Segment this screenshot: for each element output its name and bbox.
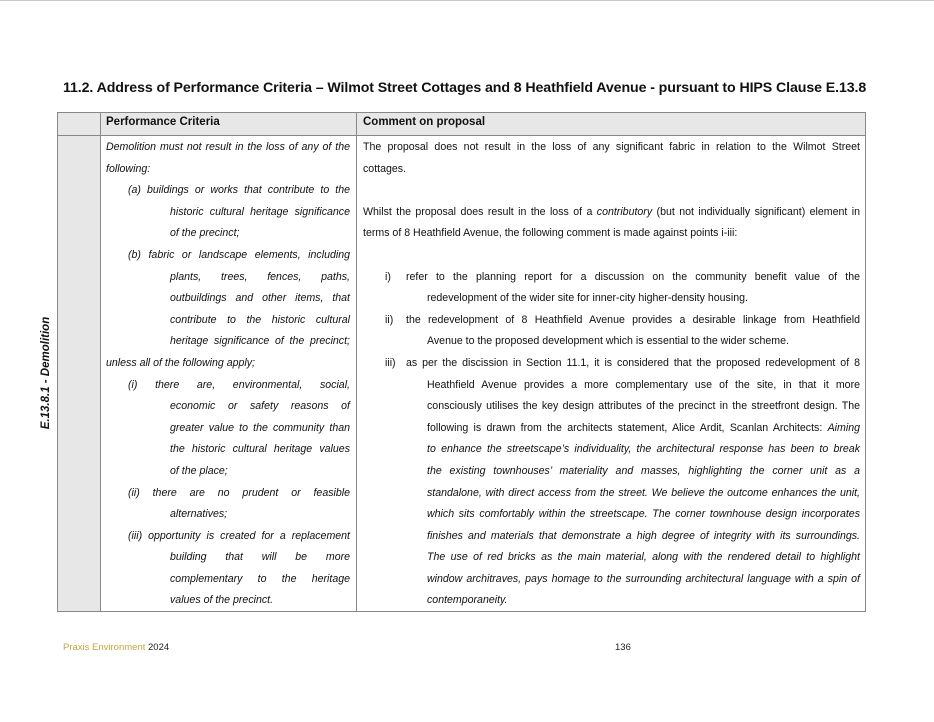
footer-credit	[63, 642, 169, 653]
list-item-i	[363, 267, 860, 289]
comment-line: Heathfield Avenue provides a more complementary use of the site, in that it more	[427, 378, 860, 391]
comment-header: Comment on proposal	[363, 116, 486, 128]
column-divider	[356, 113, 357, 611]
comment-line: Avenue to the proposed development which is essential to the wider scheme.	[427, 335, 789, 348]
criteria-table	[40, 112, 866, 612]
criteria-line: plants, trees, fences, paths,	[170, 270, 350, 283]
comment-line	[427, 418, 860, 440]
criteria-line: (b) fabric or landscape elements, including	[128, 248, 350, 261]
criteria-line: of the place;	[170, 464, 228, 477]
column-divider	[100, 113, 101, 611]
comment-line: as per the discission in Section 11.1, it is considered that the proposed redevelopment of 8	[406, 356, 860, 369]
comment-line: cottages.	[363, 162, 406, 175]
criteria-line: heritage significance of the precinct;	[170, 335, 350, 348]
comment-text	[363, 137, 860, 612]
comment-text-run: Whilst the proposal does result in the loss of a	[363, 205, 597, 218]
list-marker: i)	[385, 270, 391, 283]
performance-criteria-header: Performance Criteria	[106, 116, 220, 128]
quote-line: which sits comfortably within the streetscape. The corner townhouse design incorporates	[427, 508, 860, 521]
comment-line: The proposal does not result in the loss of any significant fabric in relation to the Wilmot Street	[363, 141, 860, 153]
criteria-line: (i) there are, environmental, social,	[128, 378, 350, 391]
quote-line: standalone, with direct access from the street. We believe the outcome enhances the unit,	[427, 486, 860, 499]
criteria-line: building that will be more	[170, 551, 350, 564]
criteria-line: economic or safety reasons of	[170, 400, 350, 413]
section-heading: 11.2. Address of Performance Criteria – Wilmot Street Cottages and 8 Heathfield Avenue - pursuant to HIPS Clause E.13.8	[63, 80, 867, 96]
comment-text-run: (but not individually significant) element in	[652, 205, 861, 218]
criteria-line: unless all of the following apply;	[106, 356, 255, 369]
comment-line	[363, 202, 860, 224]
quote-line: finishes and materials that demonstrate a high degree of integrity with its surroundings.	[427, 529, 860, 542]
quote-line: contemporaneity.	[427, 594, 508, 607]
comment-italic-run: Aiming	[827, 421, 860, 434]
footer-brand: Praxis Environment	[63, 642, 146, 653]
footer-year: 2024	[148, 642, 170, 653]
comment-line: consciously utilises the key design attributes of the precinct in the streetfront design. The	[427, 400, 860, 413]
comment-line: redevelopment of the wider site for inner-city higher-density housing.	[427, 292, 748, 305]
comment-italic-run: contributory	[596, 205, 653, 218]
clause-cell	[58, 136, 100, 611]
list-item-iii	[363, 353, 860, 375]
criteria-line: alternatives;	[170, 508, 228, 521]
comment-line: terms of 8 Heathfield Avenue, the following comment is made against points i-iii:	[363, 227, 738, 240]
criteria-text	[106, 137, 350, 612]
quote-line: The use of red bricks as the main material, along with the rendered detail to highlight	[427, 551, 860, 564]
top-rule	[0, 0, 934, 1]
comment-line: the redevelopment of 8 Heathfield Avenue provides a desirable linkage from Heathfield	[406, 313, 860, 326]
criteria-line: (iii) opportunity is created for a replacement	[128, 529, 350, 542]
quote-line: to enhance the streetscape’s individuality, the architectural response has been to break	[427, 443, 860, 456]
comment-line: refer to the planning report for a discussion on the community benefit value of the	[406, 270, 860, 283]
quote-line: window architraves, pays homage to the surrounding architectural language with a spin of	[427, 572, 860, 585]
criteria-line: complementary to the heritage	[170, 572, 350, 585]
criteria-line: contribute to the historic cultural	[170, 313, 350, 326]
clause-label: E.13.8.1 - Demolition	[40, 316, 52, 430]
criteria-line: values of the precinct.	[170, 594, 274, 607]
page-number: 136	[615, 642, 631, 653]
criteria-line: of the precinct;	[170, 227, 240, 240]
list-marker: ii)	[385, 313, 394, 326]
criteria-line: (ii) there are no prudent or feasible	[128, 486, 350, 499]
list-marker: iii)	[385, 356, 396, 369]
criteria-line: outbuildings and other items, that	[170, 292, 350, 305]
list-item-ii	[363, 310, 860, 332]
criteria-line: (a) buildings or works that contribute to the	[128, 184, 350, 197]
criteria-line: following:	[106, 162, 151, 175]
criteria-line: the historic cultural heritage values	[170, 443, 350, 456]
quote-line: the existing townhouses’ materiality and masses, highlighting the corner unit as a	[427, 464, 860, 477]
criteria-line: greater value to the community than	[170, 421, 350, 434]
criteria-line: historic cultural heritage significance	[170, 205, 350, 218]
comment-text-run: following is drawn from the architects statement, Alice Ardit, Scanlan Architects:	[427, 421, 828, 434]
blank-line	[363, 180, 860, 202]
criteria-line: Demolition must not result in the loss of any of the	[106, 141, 350, 153]
blank-line	[363, 245, 860, 267]
